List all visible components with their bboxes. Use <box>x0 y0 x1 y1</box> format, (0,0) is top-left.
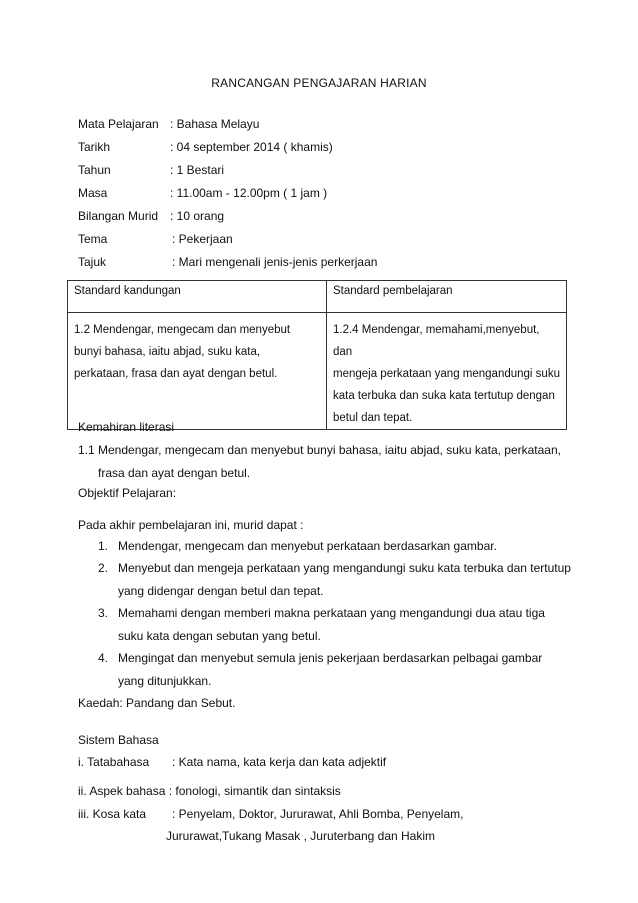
list-item: Mendengar, mengecam dan menyebut perkataan berdasarkan gambar. <box>118 539 497 553</box>
kosakata-label: iii. Kosa kata <box>78 807 147 821</box>
info-value: : Mari mengenali jenis-jenis perkerjaan <box>172 255 378 269</box>
table-header-kandungan: Standard kandungan <box>68 281 327 313</box>
cell-line: 1.2 Mendengar, mengecam dan menyebut <box>74 324 291 336</box>
kemahiran-line: frasa dan ayat dengan betul. <box>98 466 251 480</box>
standard-pembelajaran-cell <box>327 313 567 430</box>
standards-table <box>67 280 567 430</box>
cell-line: perkataan, frasa dan ayat dengan betul. <box>74 368 278 380</box>
info-value: : Bahasa Melayu <box>170 117 260 131</box>
objektif-heading: Objektif Pelajaran: <box>78 486 177 500</box>
aspek-bahasa: ii. Aspek bahasa : fonologi, simantik dan sintaksis <box>78 784 341 798</box>
cell-line: mengeja perkataan yang mengandungi suku <box>333 368 560 380</box>
list-number: 4. <box>98 651 109 665</box>
list-item-continuation: yang didengar dengan betul dan tepat. <box>118 584 324 598</box>
info-value: : 1 Bestari <box>170 163 225 177</box>
tatabahasa-value: : Kata nama, kata kerja dan kata adjektif <box>172 755 387 769</box>
table-header-pembelajaran: Standard pembelajaran <box>327 281 567 313</box>
info-value: : Pekerjaan <box>172 232 233 246</box>
info-value: : 11.00am - 12.00pm ( 1 jam ) <box>170 186 328 200</box>
cell-line: bunyi bahasa, iaitu abjad, suku kata, <box>74 346 261 358</box>
document-title: RANCANGAN PENGAJARAN HARIAN <box>211 76 427 90</box>
list-number: 2. <box>98 561 109 575</box>
cell-line: kata terbuka dan suka kata tertutup dengan <box>333 390 555 402</box>
info-label: Tema <box>78 232 108 246</box>
list-item: Menyebut dan mengeja perkataan yang mengandungi suku kata terbuka dan tertutup <box>118 561 571 575</box>
list-item: Memahami dengan memberi makna perkataan yang mengandungi dua atau tiga <box>118 606 545 620</box>
info-value: : 04 september 2014 ( khamis) <box>170 140 333 154</box>
info-label: Tarikh <box>78 140 111 154</box>
sistem-bahasa-heading: Sistem Bahasa <box>78 733 159 747</box>
cell-line: betul dan tepat. <box>333 412 413 424</box>
info-label: Mata Pelajaran <box>78 117 159 131</box>
info-label: Bilangan Murid <box>78 209 159 223</box>
info-label: Tajuk <box>78 255 107 269</box>
info-value: : 10 orang <box>170 209 225 223</box>
kemahiran-line: 1.1 Mendengar, mengecam dan menyebut bunyi bahasa, iaitu abjad, suku kata, perkataan, <box>78 443 561 457</box>
tatabahasa-label: i. Tatabahasa <box>78 755 150 769</box>
objectives-intro: Pada akhir pembelajaran ini, murid dapat : <box>78 518 304 532</box>
list-item: Mengingat dan menyebut semula jenis pekerjaan berdasarkan pelbagai gambar <box>118 651 543 665</box>
standard-kandungan-cell <box>68 313 327 430</box>
kaedah-text: Kaedah: Pandang dan Sebut. <box>78 696 236 710</box>
info-label: Tahun <box>78 163 111 177</box>
list-number: 1. <box>98 539 109 553</box>
kosakata-value: : Penyelam, Doktor, Jururawat, Ahli Bomba, Penyelam, <box>172 807 464 821</box>
cell-line: 1.2.4 Mendengar, memahami,menyebut, dan <box>333 324 540 358</box>
info-label: Masa <box>78 186 108 200</box>
kemahiran-heading: Kemahiran literasi <box>78 420 175 434</box>
list-number: 3. <box>98 606 109 620</box>
kosakata-value-continuation: Jururawat,Tukang Masak , Juruterbang dan Hakim <box>166 829 436 843</box>
list-item-continuation: yang ditunjukkan. <box>118 674 212 688</box>
list-item-continuation: suku kata dengan sebutan yang betul. <box>118 629 321 643</box>
table-row <box>68 313 567 430</box>
table-header-row <box>68 281 567 313</box>
